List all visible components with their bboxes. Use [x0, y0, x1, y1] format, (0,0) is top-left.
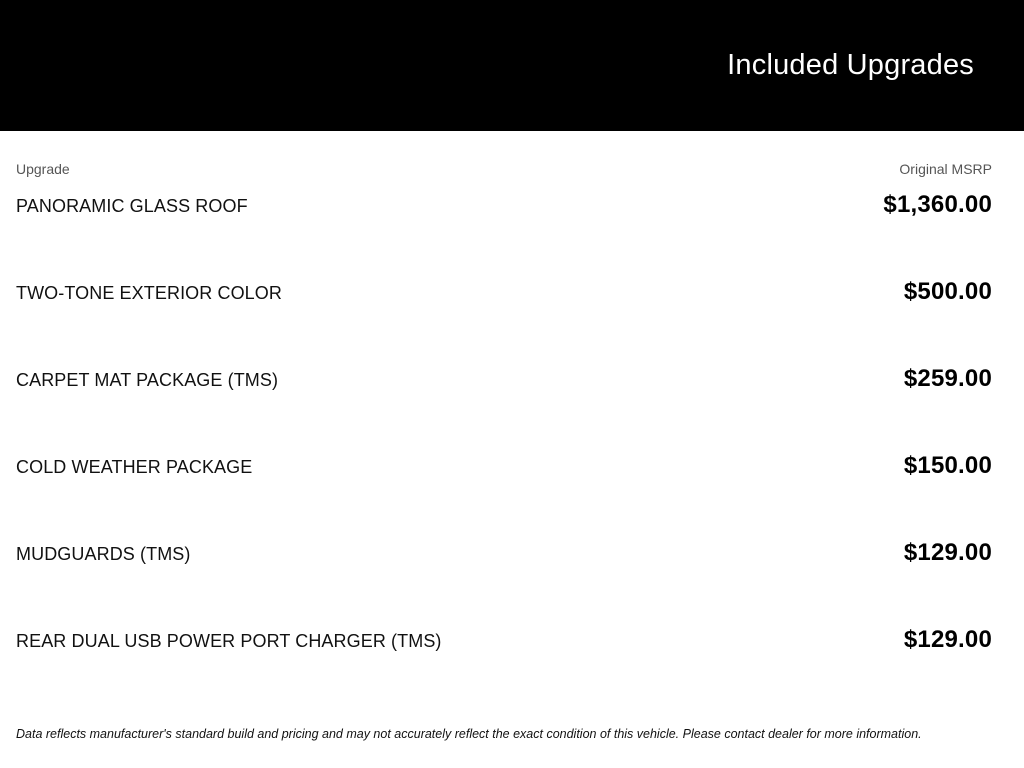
table-row	[16, 539, 992, 626]
upgrade-name: CARPET MAT PACKAGE (TMS)	[16, 370, 279, 390]
upgrade-name: COLD WEATHER PACKAGE	[16, 457, 253, 477]
table-row	[16, 452, 992, 539]
table-row	[16, 626, 992, 713]
disclaimer-text: Data reflects manufacturer's standard build and pricing and may not accurately reflect the exact condition of this vehicle. Please contact dealer for more information.	[16, 727, 922, 741]
upgrade-price: $500.00	[903, 278, 992, 305]
upgrade-name: TWO-TONE EXTERIOR COLOR	[16, 283, 282, 303]
table-row	[16, 191, 992, 278]
column-header-original-msrp: Original MSRP	[899, 161, 992, 177]
table-row	[16, 365, 992, 452]
upgrade-name: REAR DUAL USB POWER PORT CHARGER (TMS)	[16, 631, 442, 651]
upgrade-price: $259.00	[903, 365, 992, 392]
table-row	[16, 278, 992, 365]
page-header	[0, 0, 1024, 131]
table-column-headers	[16, 161, 992, 177]
upgrade-name: MUDGUARDS (TMS)	[16, 544, 191, 564]
page-content	[0, 131, 1024, 768]
upgrade-price: $129.00	[903, 626, 992, 653]
upgrade-name: PANORAMIC GLASS ROOF	[16, 196, 248, 216]
page-title: Included Upgrades	[727, 49, 974, 81]
column-header-upgrade: Upgrade	[16, 161, 70, 177]
upgrade-price: $150.00	[903, 452, 992, 479]
upgrade-price: $1,360.00	[883, 191, 992, 218]
upgrade-price: $129.00	[903, 539, 992, 566]
upgrades-list	[16, 191, 992, 713]
